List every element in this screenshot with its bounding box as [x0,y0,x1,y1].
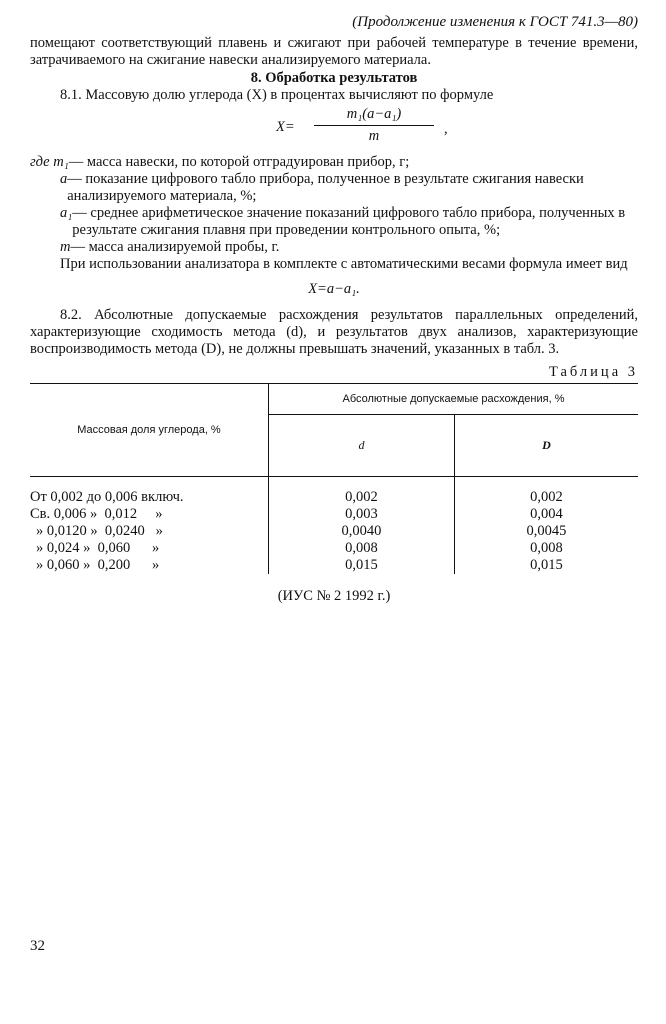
tolerance-table [30,383,638,574]
formula-fraction [314,106,434,145]
paragraph-8-1: 8.1. Массовую долю углерода (X) в процентах вычисляют по формуле [60,87,494,103]
column-header-mass-fraction: Массовая доля углерода, % [30,384,269,477]
definition-text: — масса навески, по которой отградуирован прибор, г; [68,154,410,170]
definitions-list [30,154,638,256]
cell-D: 0,015 [454,557,638,574]
column-header-d: d [269,415,455,477]
formula-denominator: m [368,128,380,144]
definition-symbol: где m₁ [30,154,69,170]
paragraph-8-2: 8.2. Абсолютные допускаемые расхождения результатов параллельных определений, характеризующие сходимость метода (d), и результатов двух анализов, характеризующие воспроизводимость метода (D), не должны превышать значений, указанных в табл. 3. [30,307,638,357]
page-number: 32 [30,938,45,954]
definition-text: — среднее арифметическое значение показаний цифрового табло прибора, полученных в результате сжигания плавня при проведении контрольного опыта, %; [72,205,626,238]
page-header: (Продолжение изменения к ГОСТ 741.3—80) [352,14,638,30]
definition-m1 [30,154,638,171]
formula-carbon [30,104,638,150]
formula-simple: X=a−a₁. [308,281,360,297]
cell-d: 0,008 [269,540,455,557]
cell-D: 0,004 [454,506,638,523]
definition-text: — масса анализируемой пробы, г. [70,239,280,255]
definition-m [30,239,638,256]
cell-d: 0,0040 [269,523,455,540]
column-header-D: D [454,415,638,477]
definition-a1 [30,205,638,239]
formula-numerator: m₁(a−a₁) [314,106,434,126]
section-title: 8. Обработка результатов [250,70,418,86]
cell-range: » 0,060 » 0,200 » [36,557,160,573]
definition-a [30,171,638,205]
group-header-tolerances: Абсолютные допускаемые расхождения, % [269,384,639,415]
document-page [30,14,638,605]
formula-lhs: X= [276,119,295,135]
table-caption: Таблица 3 [548,364,638,380]
table-row [30,557,638,574]
table-row [30,540,638,557]
definition-symbol: a₁ [60,205,73,221]
cell-range: » 0,024 » 0,060 » [36,540,160,556]
cell-range: Св. 0,006 » 0,012 » [30,506,163,522]
cell-range: От 0,002 до 0,006 включ. [30,489,184,505]
definition-text: — показание цифрового табло прибора, полученное в результате сжигания навески анализируемого материала, %; [67,171,584,204]
ius-reference: (ИУС № 2 1992 г.) [277,588,391,604]
intro-paragraph: помещают соответствующий плавень и сжигают при рабочей температуре в течение времени, затрачиваемого на сжигание навески анализируемого материала. [30,35,638,68]
formula-trail: , [444,121,448,137]
definition-symbol: a [60,171,68,187]
cell-D: 0,008 [454,540,638,557]
cell-range: » 0,0120 » 0,0240 » [36,523,163,539]
cell-D: 0,002 [454,489,638,506]
cell-d: 0,003 [269,506,455,523]
paragraph-analyzer: При использовании анализатора в комплекте с автоматическими весами формула имеет вид [60,256,628,272]
table-row [30,489,638,506]
cell-d: 0,015 [269,557,455,574]
cell-D: 0,0045 [454,523,638,540]
cell-d: 0,002 [269,489,455,506]
table-row [30,506,638,523]
table-row [30,523,638,540]
definition-symbol: m [60,239,71,255]
